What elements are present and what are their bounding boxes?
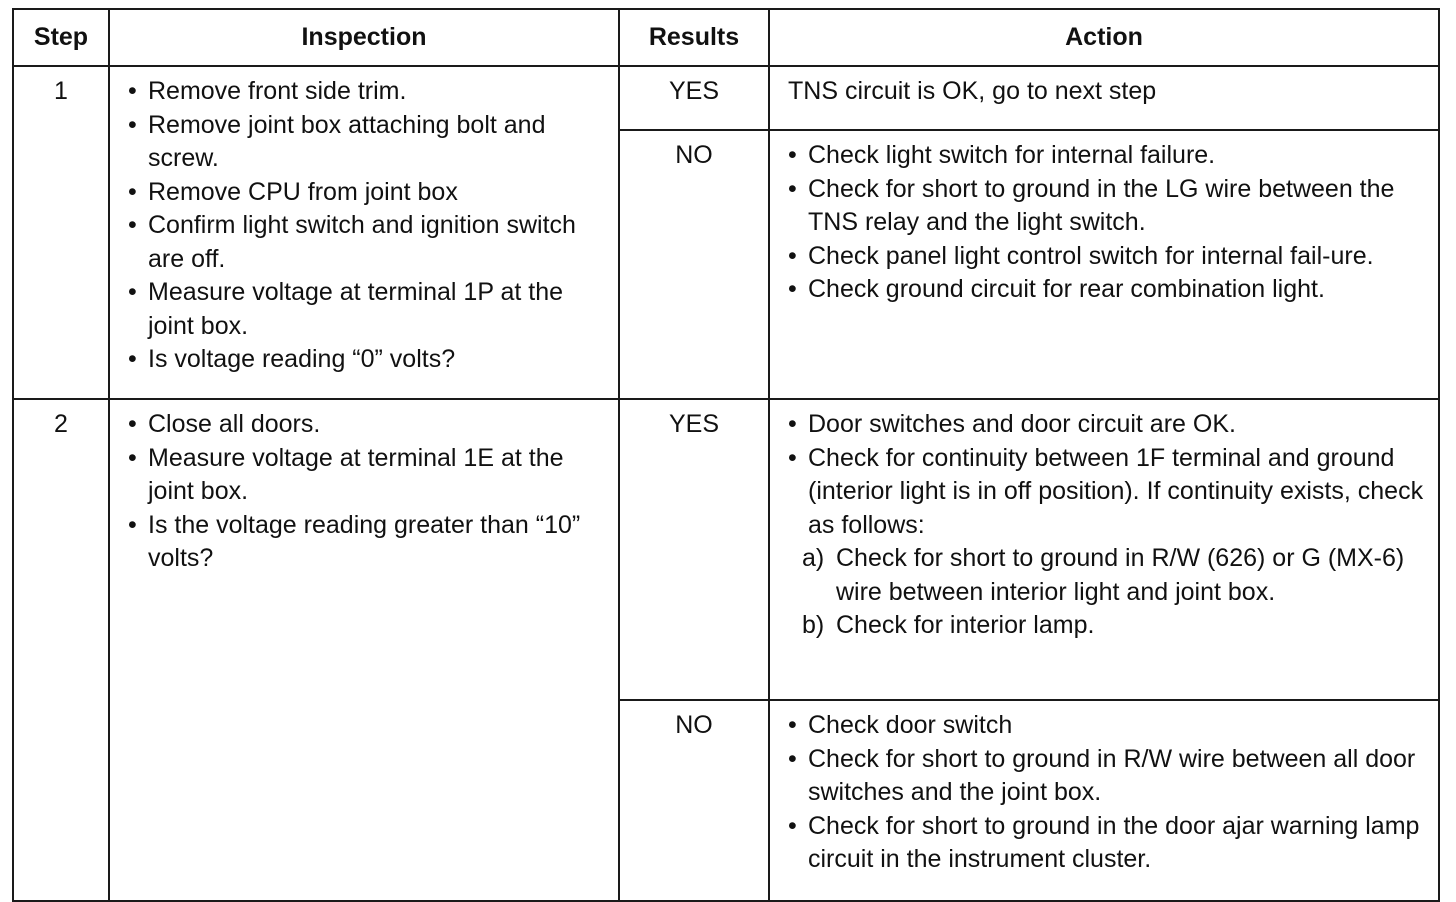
subitem-text: Check for interior lamp. <box>836 611 1095 639</box>
action-list <box>788 408 1428 542</box>
inspection-item: • Remove CPU from joint box <box>128 176 608 210</box>
inspection-item: • Confirm light switch and ignition switch are off. <box>128 209 608 276</box>
action-list <box>788 139 1428 307</box>
header-inspection: Inspection <box>109 9 619 66</box>
step-number: 1 <box>13 66 109 399</box>
inspection-item: • Measure voltage at terminal 1P at the joint box. <box>128 276 608 343</box>
action-item: • Check for continuity between 1F terminal and ground (interior light is in off position). If continuity exists, check as follows: <box>788 442 1428 543</box>
header-row <box>13 9 1439 66</box>
header-action: Action <box>769 9 1439 66</box>
action-item: • Check door switch <box>788 709 1428 743</box>
result-no: NO <box>619 700 769 901</box>
action-item: • Check light switch for internal failure. <box>788 139 1428 173</box>
result-yes: YES <box>619 399 769 700</box>
action-list <box>788 709 1428 877</box>
diagnostic-table <box>12 8 1440 902</box>
action-cell <box>769 700 1439 901</box>
inspection-cell <box>109 399 619 901</box>
table-row <box>13 66 1439 130</box>
action-item: • Check for short to ground in the door ajar warning lamp circuit in the instrument cluster. <box>788 810 1428 877</box>
inspection-item: • Close all doors. <box>128 408 608 442</box>
subitem-marker: a) <box>802 544 825 572</box>
action-subitem <box>802 542 1428 609</box>
inspection-item: • Is the voltage reading greater than “10” volts? <box>128 509 608 576</box>
header-step: Step <box>13 9 109 66</box>
action-cell <box>769 130 1439 399</box>
action-sublist <box>788 542 1428 643</box>
inspection-item: • Is voltage reading “0” volts? <box>128 343 608 377</box>
inspection-item: • Remove front side trim. <box>128 75 608 109</box>
action-subitem <box>802 609 1428 643</box>
action-cell <box>769 399 1439 700</box>
troubleshooting-sheet <box>12 8 1438 902</box>
action-item: • Check ground circuit for rear combination light. <box>788 273 1428 307</box>
table-header <box>13 9 1439 66</box>
inspection-cell <box>109 66 619 399</box>
subitem-text: Check for short to ground in R/W (626) or G (MX-6) wire between interior light and joint box. <box>836 544 1405 606</box>
inspection-list <box>128 75 608 377</box>
inspection-item: • Remove joint box attaching bolt and screw. <box>128 109 608 176</box>
result-yes: YES <box>619 66 769 130</box>
inspection-item: • Measure voltage at terminal 1E at the joint box. <box>128 442 608 509</box>
action-text: TNS circuit is OK, go to next step <box>769 66 1439 130</box>
action-item: • Check for short to ground in R/W wire between all door switches and the joint box. <box>788 743 1428 810</box>
table-body <box>13 66 1439 901</box>
result-no: NO <box>619 130 769 399</box>
subitem-marker: b) <box>802 611 825 639</box>
action-item: • Door switches and door circuit are OK. <box>788 408 1428 442</box>
step-number: 2 <box>13 399 109 901</box>
table-row <box>13 399 1439 700</box>
header-results: Results <box>619 9 769 66</box>
action-item: • Check panel light control switch for internal fail-ure. <box>788 240 1428 274</box>
action-item: • Check for short to ground in the LG wire between the TNS relay and the light switch. <box>788 173 1428 240</box>
inspection-list <box>128 408 608 576</box>
